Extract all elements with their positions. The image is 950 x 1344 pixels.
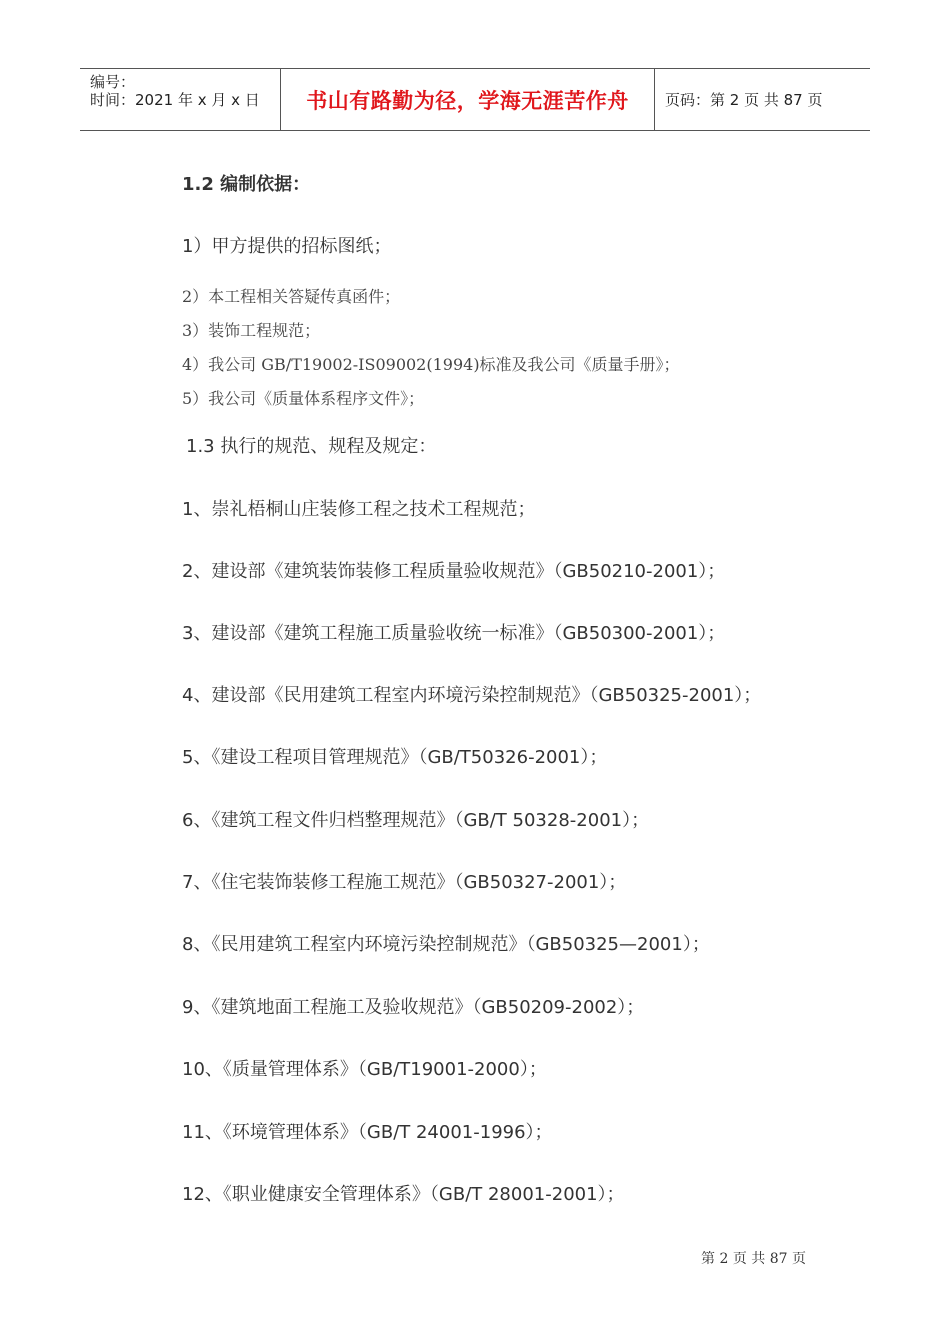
section-1-2-heading: 1.2 编制依据： <box>182 174 311 195</box>
document-header <box>80 68 870 131</box>
list-item: 5）我公司《质量体系程序文件》； <box>182 389 425 408</box>
list-item: 8、《民用建筑工程室内环境污染控制规范》（GB50325—2001）； <box>182 934 710 955</box>
list-item: 12、《职业健康安全管理体系》（GB/T 28001-2001）； <box>182 1184 625 1205</box>
list-item: 4）我公司 GB/T19002-IS09002(1994)标准及我公司《质量手册》； <box>182 355 680 374</box>
list-item: 4、建设部《民用建筑工程室内环境污染控制规范》（GB50325-2001）； <box>182 685 762 706</box>
list-item: 2）本工程相关答疑传真函件； <box>182 287 401 306</box>
section-1-3-heading: 1.3 执行的规范、规程及规定： <box>186 436 437 457</box>
list-item: 10、《质量管理体系》（GB/T19001-2000）； <box>182 1059 547 1080</box>
motto-text: 书山有路勤为径，学海无涯苦作舟 <box>306 88 629 113</box>
list-item: 11、《环境管理体系》（GB/T 24001-1996）； <box>182 1122 553 1143</box>
header-page-info: 页码：第 2 页 共 87 页 <box>665 91 823 109</box>
list-item: 3）装饰工程规范； <box>182 321 321 340</box>
page-footer: 第 2 页 共 87 页 <box>701 1251 806 1267</box>
list-item: 7、《住宅装饰装修工程施工规范》（GB50327-2001）； <box>182 872 627 893</box>
list-item: 1、崇礼梧桐山庄装修工程之技术工程规范； <box>182 499 536 520</box>
number-label: 编号： <box>90 73 136 91</box>
list-item: 2、建设部《建筑装饰装修工程质量验收规范》（GB50210-2001）； <box>182 561 726 582</box>
list-item: 5、《建设工程项目管理规范》（GB/T50326-2001）； <box>182 747 608 768</box>
header-meta <box>80 69 281 130</box>
time-label: 时间：2021 年 x 月 x 日 <box>90 91 260 109</box>
list-item: 6、《建筑工程文件归档整理规范》（GB/T 50328-2001）； <box>182 810 650 831</box>
list-item: 3、建设部《建筑工程施工质量验收统一标准》（GB50300-2001）； <box>182 623 726 644</box>
list-item: 1）甲方提供的招标图纸； <box>182 236 392 257</box>
header-motto-cell <box>281 69 655 130</box>
list-item: 9、《建筑地面工程施工及验收规范》（GB50209-2002）； <box>182 997 645 1018</box>
